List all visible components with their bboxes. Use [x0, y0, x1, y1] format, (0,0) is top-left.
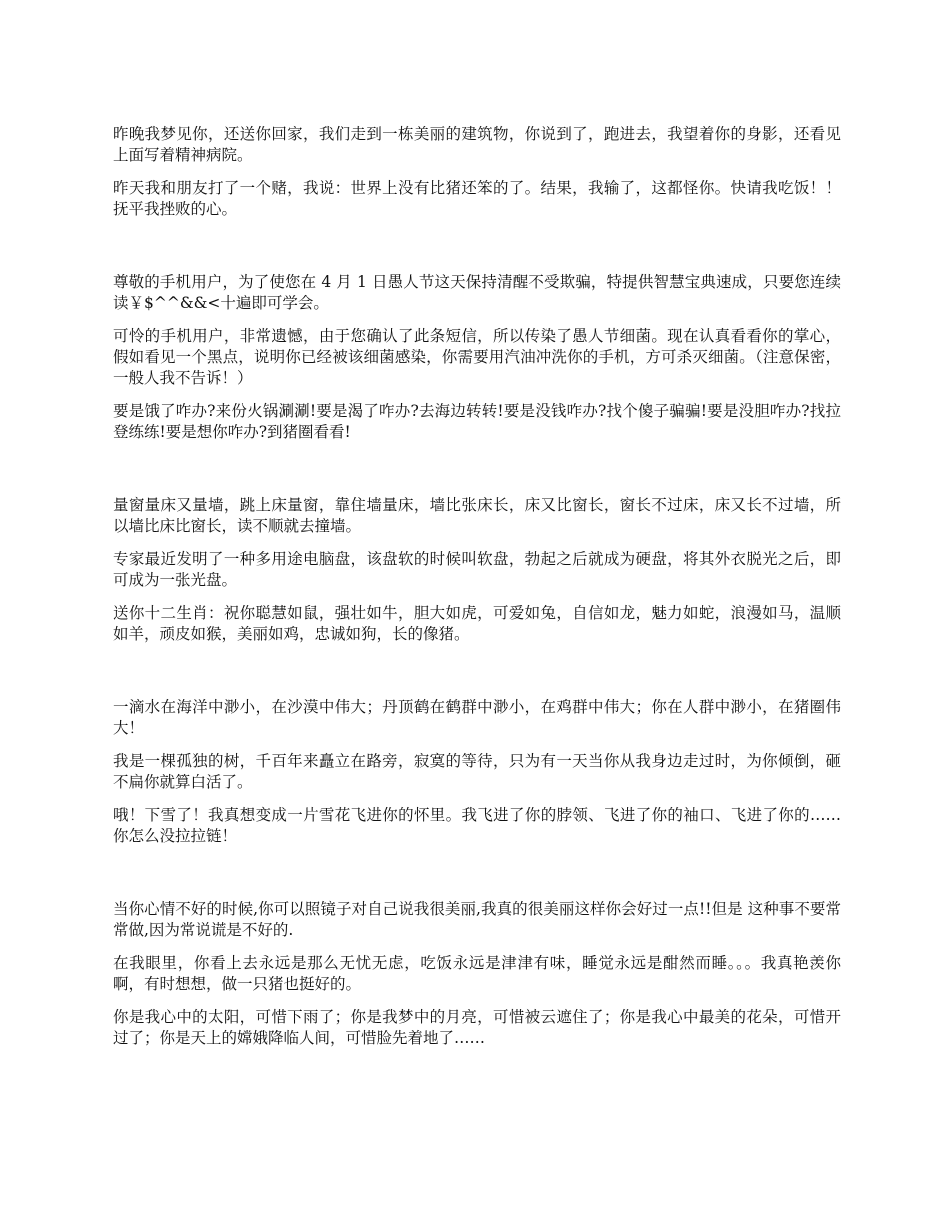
paragraph: 要是饿了咋办?来份火锅涮涮!要是渴了咋办?去海边转转!要是没钱咋办?找个傻子骗骗!要是没胆咋办?找拉登练练!要是想你咋办?到猪圈看看! — [113, 402, 841, 441]
paragraph-group — [113, 272, 841, 443]
paragraph-group — [113, 124, 841, 220]
group-spacer — [113, 455, 841, 495]
paragraph: 昨晚我梦见你，还送你回家，我们走到一栋美丽的建筑物，你说到了，跑进去，我望着你的身影，还看见上面写着精神病院。 — [113, 125, 841, 164]
group-spacer — [113, 657, 841, 697]
paragraph: 送你十二生肖：祝你聪慧如鼠，强壮如牛，胆大如虎，可爱如兔，自信如龙，魅力如蛇，浪漫如马，温顺如羊，顽皮如猴，美丽如鸡，忠诚如狗，长的像猪。 — [113, 604, 841, 643]
paragraph: 尊敬的手机用户，为了使您在 4 月 1 日愚人节这天保持清醒不受欺骗，特提供智慧宝典速成，只要您连续读￥$^^&&<十遍即可学会。 — [113, 273, 841, 312]
paragraph: 可怜的手机用户，非常遗憾，由于您确认了此条短信，所以传染了愚人节细菌。现在认真看看你的掌心，假如看见一个黑点，说明你已经被该细菌感染，你需要用汽油冲洗你的手机，方可杀灭细菌。（注意保密，一般人我不告诉！） — [113, 327, 841, 387]
paragraph: 当你心情不好的时候,你可以照镜子对自己说我很美丽,我真的很美丽这样你会好过一点!!但是 这种事不要常常做,因为常说谎是不好的. — [113, 900, 841, 939]
paragraph: 量窗量床又量墙，跳上床量窗，靠住墙量床，墙比张床长，床又比窗长，窗长不过床，床又长不过墙，所以墙比床比窗长，读不顺就去撞墙。 — [113, 496, 841, 535]
group-spacer — [113, 232, 841, 272]
paragraph: 昨天我和朋友打了一个赌，我说：世界上没有比猪还笨的了。结果，我输了，这都怪你。快请我吃饭！！抚平我挫败的心。 — [113, 179, 841, 218]
group-spacer — [113, 859, 841, 899]
paragraph: 哦！下雪了！我真想变成一片雪花飞进你的怀里。我飞进了你的脖领、飞进了你的袖口、飞进了你的……你怎么没拉拉链！ — [113, 806, 841, 845]
paragraph: 你是我心中的太阳，可惜下雨了；你是我梦中的月亮，可惜被云遮住了；你是我心中最美的花朵，可惜开过了；你是天上的嫦娥降临人间，可惜脸先着地了…… — [113, 1008, 841, 1047]
paragraph-group — [113, 697, 841, 847]
paragraph-group — [113, 495, 841, 645]
paragraph: 专家最近发明了一种多用途电脑盘，该盘软的时候叫软盘，勃起之后就成为硬盘，将其外衣脱光之后，即可成为一张光盘。 — [113, 550, 841, 589]
paragraph: 在我眼里，你看上去永远是那么无忧无虑，吃饭永远是津津有味，睡觉永远是酣然而睡。。。我真艳羡你啊，有时想想，做一只猪也挺好的。 — [113, 954, 841, 993]
document-body — [113, 124, 841, 1061]
paragraph: 一滴水在海洋中渺小，在沙漠中伟大；丹顶鹤在鹤群中渺小，在鸡群中伟大；你在人群中渺小，在猪圈伟大！ — [113, 698, 841, 737]
paragraph: 我是一棵孤独的树，千百年来矗立在路旁，寂寞的等待，只为有一天当你从我身边走过时，为你倾倒，砸不扁你就算白活了。 — [113, 752, 841, 791]
paragraph-group — [113, 899, 841, 1049]
